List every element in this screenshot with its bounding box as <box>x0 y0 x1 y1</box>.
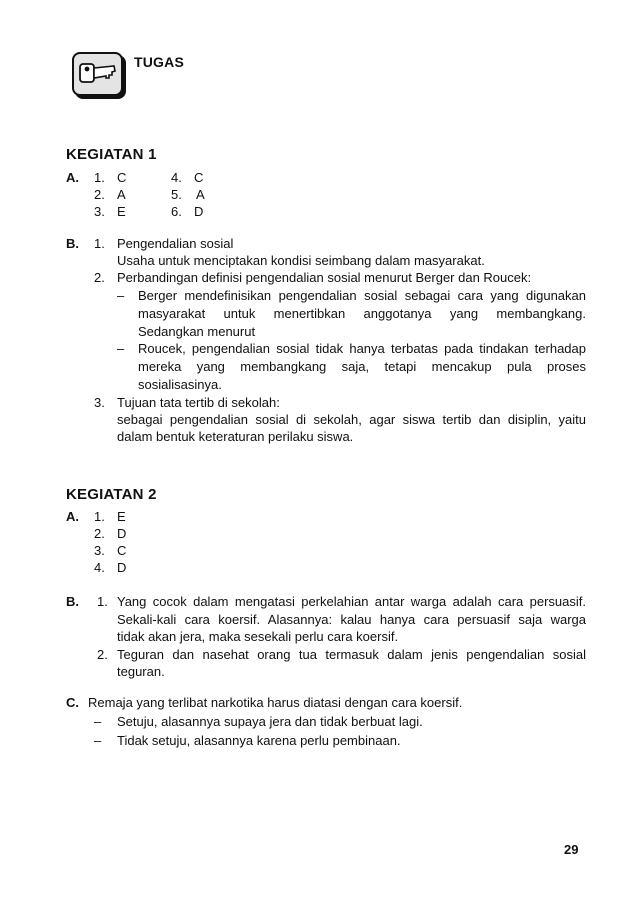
section-heading-kegiatan-1: KEGIATAN 1 <box>66 146 157 163</box>
answer-number: 4. <box>94 560 105 575</box>
answer-value: D <box>117 526 127 541</box>
key-icon <box>74 54 121 94</box>
item-text: Tidak setuju, alasannya karena perlu pembinaan. <box>117 733 401 748</box>
item-title: Perbandingan definisi pengendalian sosial menurut Berger dan Roucek: <box>117 270 532 285</box>
key-icon-box <box>72 52 123 96</box>
item-text: Sekali-kali cara koersif. Alasannya: kalau hanya cara persuasif saja warga <box>117 612 586 627</box>
answer-number: 1. <box>94 509 105 524</box>
item-text: Sedangkan menurut <box>138 324 256 339</box>
answer-number: 2. <box>94 187 105 202</box>
item-number: 1. <box>97 594 108 609</box>
answer-number: 3. <box>94 543 105 558</box>
dash-bullet: – <box>94 714 102 729</box>
item-text: Berger mendefinisikan pengendalian sosial sebagai cara yang digunakan <box>138 288 586 303</box>
item-number: 3. <box>94 395 105 410</box>
dash-bullet: – <box>117 341 125 356</box>
item-text: Setuju, alasannya supaya jera dan tidak berbuat lagi. <box>117 714 423 729</box>
part-marker: C. <box>66 695 79 710</box>
item-text: Roucek, pengendalian sosial tidak hanya terbatas pada tindakan terhadap <box>138 341 586 356</box>
answer-value: D <box>117 560 127 575</box>
item-text: dalam bentuk keteraturan perilaku siswa. <box>117 429 354 444</box>
part-marker: A. <box>66 509 79 524</box>
answer-value: A <box>196 187 205 202</box>
item-number: 2. <box>97 647 108 662</box>
answer-value: E <box>117 204 126 219</box>
answer-value: E <box>117 509 126 524</box>
answer-value: C <box>117 543 127 558</box>
page-title: TUGAS <box>134 54 184 70</box>
item-text: Usaha untuk menciptakan kondisi seimbang dalam masyarakat. <box>117 253 485 268</box>
answer-number: 5. <box>171 187 182 202</box>
part-marker: A. <box>66 170 79 185</box>
answer-number: 2. <box>94 526 105 541</box>
answer-number: 1. <box>94 170 105 185</box>
item-number: 2. <box>94 270 105 285</box>
answer-number: 6. <box>171 204 182 219</box>
item-title: Remaja yang terlibat narkotika harus diatasi dengan cara koersif. <box>88 695 463 710</box>
item-text: tidak akan jera, maka sesekali perlu cara koersif. <box>117 629 399 644</box>
answer-value: A <box>117 187 126 202</box>
answer-value: D <box>194 204 204 219</box>
section-heading-kegiatan-2: KEGIATAN 2 <box>66 486 157 503</box>
item-title: Pengendalian sosial <box>117 236 234 251</box>
part-marker: B. <box>66 594 79 609</box>
dash-bullet: – <box>94 733 102 748</box>
item-text: Yang cocok dalam mengatasi perkelahian antar warga adalah cara persuasif. <box>117 594 586 609</box>
dash-bullet: – <box>117 288 125 303</box>
page-number: 29 <box>564 842 579 857</box>
answer-number: 3. <box>94 204 105 219</box>
item-text: Teguran dan nasehat orang tua termasuk dalam jenis pengendalian sosial <box>117 647 586 662</box>
answer-number: 4. <box>171 170 182 185</box>
item-text: sebagai pengendalian sosial di sekolah, agar siswa tertib dan disiplin, yaitu <box>117 412 586 427</box>
item-title: Tujuan tata tertib di sekolah: <box>117 395 280 410</box>
item-number: 1. <box>94 236 105 251</box>
item-text: sosialisasinya. <box>138 377 222 392</box>
answer-value: C <box>117 170 127 185</box>
item-text: mereka yang membangkang saja, tetapi mencakup pula proses <box>138 359 586 374</box>
part-marker: B. <box>66 236 79 251</box>
item-text: teguran. <box>117 664 165 679</box>
item-text: masyarakat untuk menertibkan anggotanya yang membangkang. <box>138 306 586 321</box>
answer-value: C <box>194 170 204 185</box>
